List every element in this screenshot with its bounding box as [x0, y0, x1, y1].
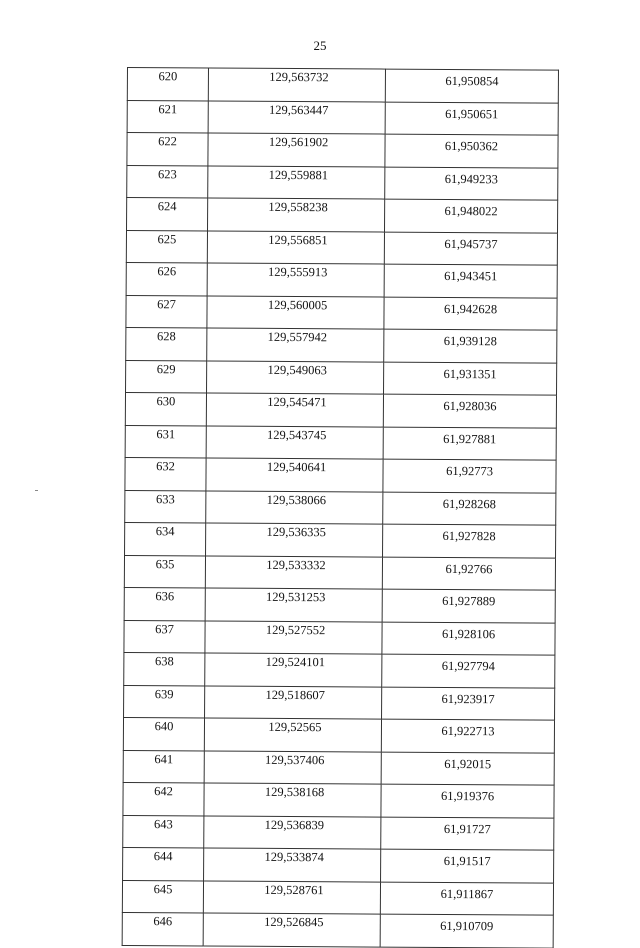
table-row	[124, 652, 555, 687]
x-coordinate-cell: 129,533874	[204, 848, 381, 882]
table-row	[126, 230, 557, 265]
x-coordinate-cell: 129,524101	[205, 653, 382, 687]
y-coordinate-cell: 61,922713	[381, 719, 554, 753]
table-row	[124, 587, 555, 622]
point-number-cell: 632	[125, 457, 206, 490]
table-row	[127, 133, 558, 168]
point-number-cell: 644	[123, 847, 204, 880]
y-coordinate-cell: 61,910709	[380, 914, 553, 948]
point-number-cell: 623	[127, 165, 208, 198]
table-row	[127, 165, 558, 200]
page-number: 25	[313, 38, 327, 53]
point-number-cell: 646	[122, 912, 203, 945]
table-row	[127, 198, 558, 233]
x-coordinate-cell: 129,556851	[207, 230, 384, 264]
y-coordinate-cell: 61,948022	[384, 199, 557, 233]
x-coordinate-cell: 129,533332	[205, 555, 382, 589]
point-number-cell: 625	[126, 230, 207, 263]
table-row	[125, 425, 556, 460]
x-coordinate-cell: 129,528761	[203, 880, 380, 914]
y-coordinate-cell: 61,943451	[384, 264, 557, 298]
table-row	[123, 847, 554, 882]
table-row	[126, 360, 557, 395]
table-row	[125, 457, 556, 492]
y-coordinate-cell: 61,931351	[384, 362, 557, 396]
y-coordinate-cell: 61,91517	[381, 849, 554, 883]
table-row	[127, 68, 558, 103]
y-coordinate-cell: 61,911867	[380, 882, 553, 916]
x-coordinate-cell: 129,560005	[207, 295, 384, 329]
table-row	[125, 392, 556, 427]
y-coordinate-cell: 61,923917	[382, 687, 555, 721]
point-number-cell: 637	[124, 620, 205, 653]
point-number-cell: 638	[124, 652, 205, 685]
y-coordinate-cell: 61,945737	[384, 232, 557, 266]
point-number-cell: 639	[124, 685, 205, 718]
point-number-cell: 634	[125, 522, 206, 555]
y-coordinate-cell: 61,927881	[383, 427, 556, 461]
y-coordinate-cell: 61,919376	[381, 784, 554, 818]
x-coordinate-cell: 129,558238	[208, 198, 385, 232]
y-coordinate-cell: 61,950651	[385, 102, 558, 136]
y-coordinate-cell: 61,928268	[383, 492, 556, 526]
table-row	[123, 782, 554, 817]
coordinate-table-body	[122, 68, 558, 948]
x-coordinate-cell: 129,545471	[206, 393, 383, 427]
x-coordinate-cell: 129,52565	[204, 718, 381, 752]
x-coordinate-cell: 129,538066	[206, 490, 383, 524]
margin-mark	[35, 490, 38, 491]
x-coordinate-cell: 129,555913	[207, 263, 384, 297]
y-coordinate-cell: 61,92773	[383, 459, 556, 493]
x-coordinate-cell: 129,561902	[208, 133, 385, 167]
point-number-cell: 633	[125, 490, 206, 523]
point-number-cell: 635	[124, 555, 205, 588]
y-coordinate-cell: 61,928036	[383, 394, 556, 428]
x-coordinate-cell: 129,543745	[206, 425, 383, 459]
point-number-cell: 642	[123, 782, 204, 815]
point-number-cell: 627	[126, 295, 207, 328]
table-row	[125, 522, 556, 557]
x-coordinate-cell: 129,526845	[203, 913, 380, 947]
point-number-cell: 622	[127, 133, 208, 166]
y-coordinate-cell: 61,950854	[385, 69, 558, 103]
table-row	[124, 555, 555, 590]
x-coordinate-cell: 129,518607	[205, 685, 382, 719]
table-row	[125, 490, 556, 525]
x-coordinate-cell: 129,563447	[208, 100, 385, 134]
point-number-cell: 643	[123, 815, 204, 848]
coordinate-table	[122, 67, 559, 948]
point-number-cell: 629	[126, 360, 207, 393]
y-coordinate-cell: 61,942628	[384, 297, 557, 331]
x-coordinate-cell: 129,559881	[208, 165, 385, 199]
point-number-cell: 620	[127, 68, 208, 101]
x-coordinate-cell: 129,527552	[205, 620, 382, 654]
point-number-cell: 645	[122, 880, 203, 913]
x-coordinate-cell: 129,536335	[206, 523, 383, 557]
x-coordinate-cell: 129,557942	[207, 328, 384, 362]
point-number-cell: 630	[125, 392, 206, 425]
point-number-cell: 624	[127, 198, 208, 231]
table-row	[124, 685, 555, 720]
table-row	[122, 912, 553, 947]
y-coordinate-cell: 61,939128	[384, 329, 557, 363]
table-row	[122, 880, 553, 915]
point-number-cell: 640	[123, 717, 204, 750]
y-coordinate-cell: 61,949233	[385, 167, 558, 201]
y-coordinate-cell: 61,927889	[382, 589, 555, 623]
table-row	[123, 717, 554, 752]
y-coordinate-cell: 61,950362	[385, 134, 558, 168]
y-coordinate-cell: 61,927794	[382, 654, 555, 688]
y-coordinate-cell: 61,92766	[382, 557, 555, 591]
point-number-cell: 636	[124, 587, 205, 620]
x-coordinate-cell: 129,537406	[204, 750, 381, 784]
point-number-cell: 631	[125, 425, 206, 458]
x-coordinate-cell: 129,540641	[206, 458, 383, 492]
y-coordinate-cell: 61,91727	[381, 817, 554, 851]
point-number-cell: 621	[127, 100, 208, 133]
table-row	[126, 327, 557, 362]
x-coordinate-cell: 129,536839	[204, 815, 381, 849]
point-number-cell: 628	[126, 327, 207, 360]
x-coordinate-cell: 129,538168	[204, 783, 381, 817]
table-row	[123, 750, 554, 785]
y-coordinate-cell: 61,927828	[383, 524, 556, 558]
x-coordinate-cell: 129,549063	[207, 360, 384, 394]
x-coordinate-cell: 129,531253	[205, 588, 382, 622]
table-row	[126, 262, 557, 297]
table-row	[126, 295, 557, 330]
y-coordinate-cell: 61,92015	[381, 752, 554, 786]
x-coordinate-cell: 129,563732	[208, 68, 385, 102]
table-row	[123, 815, 554, 850]
table-row	[127, 100, 558, 135]
table-row	[124, 620, 555, 655]
y-coordinate-cell: 61,928106	[382, 622, 555, 656]
point-number-cell: 641	[123, 750, 204, 783]
point-number-cell: 626	[126, 262, 207, 295]
